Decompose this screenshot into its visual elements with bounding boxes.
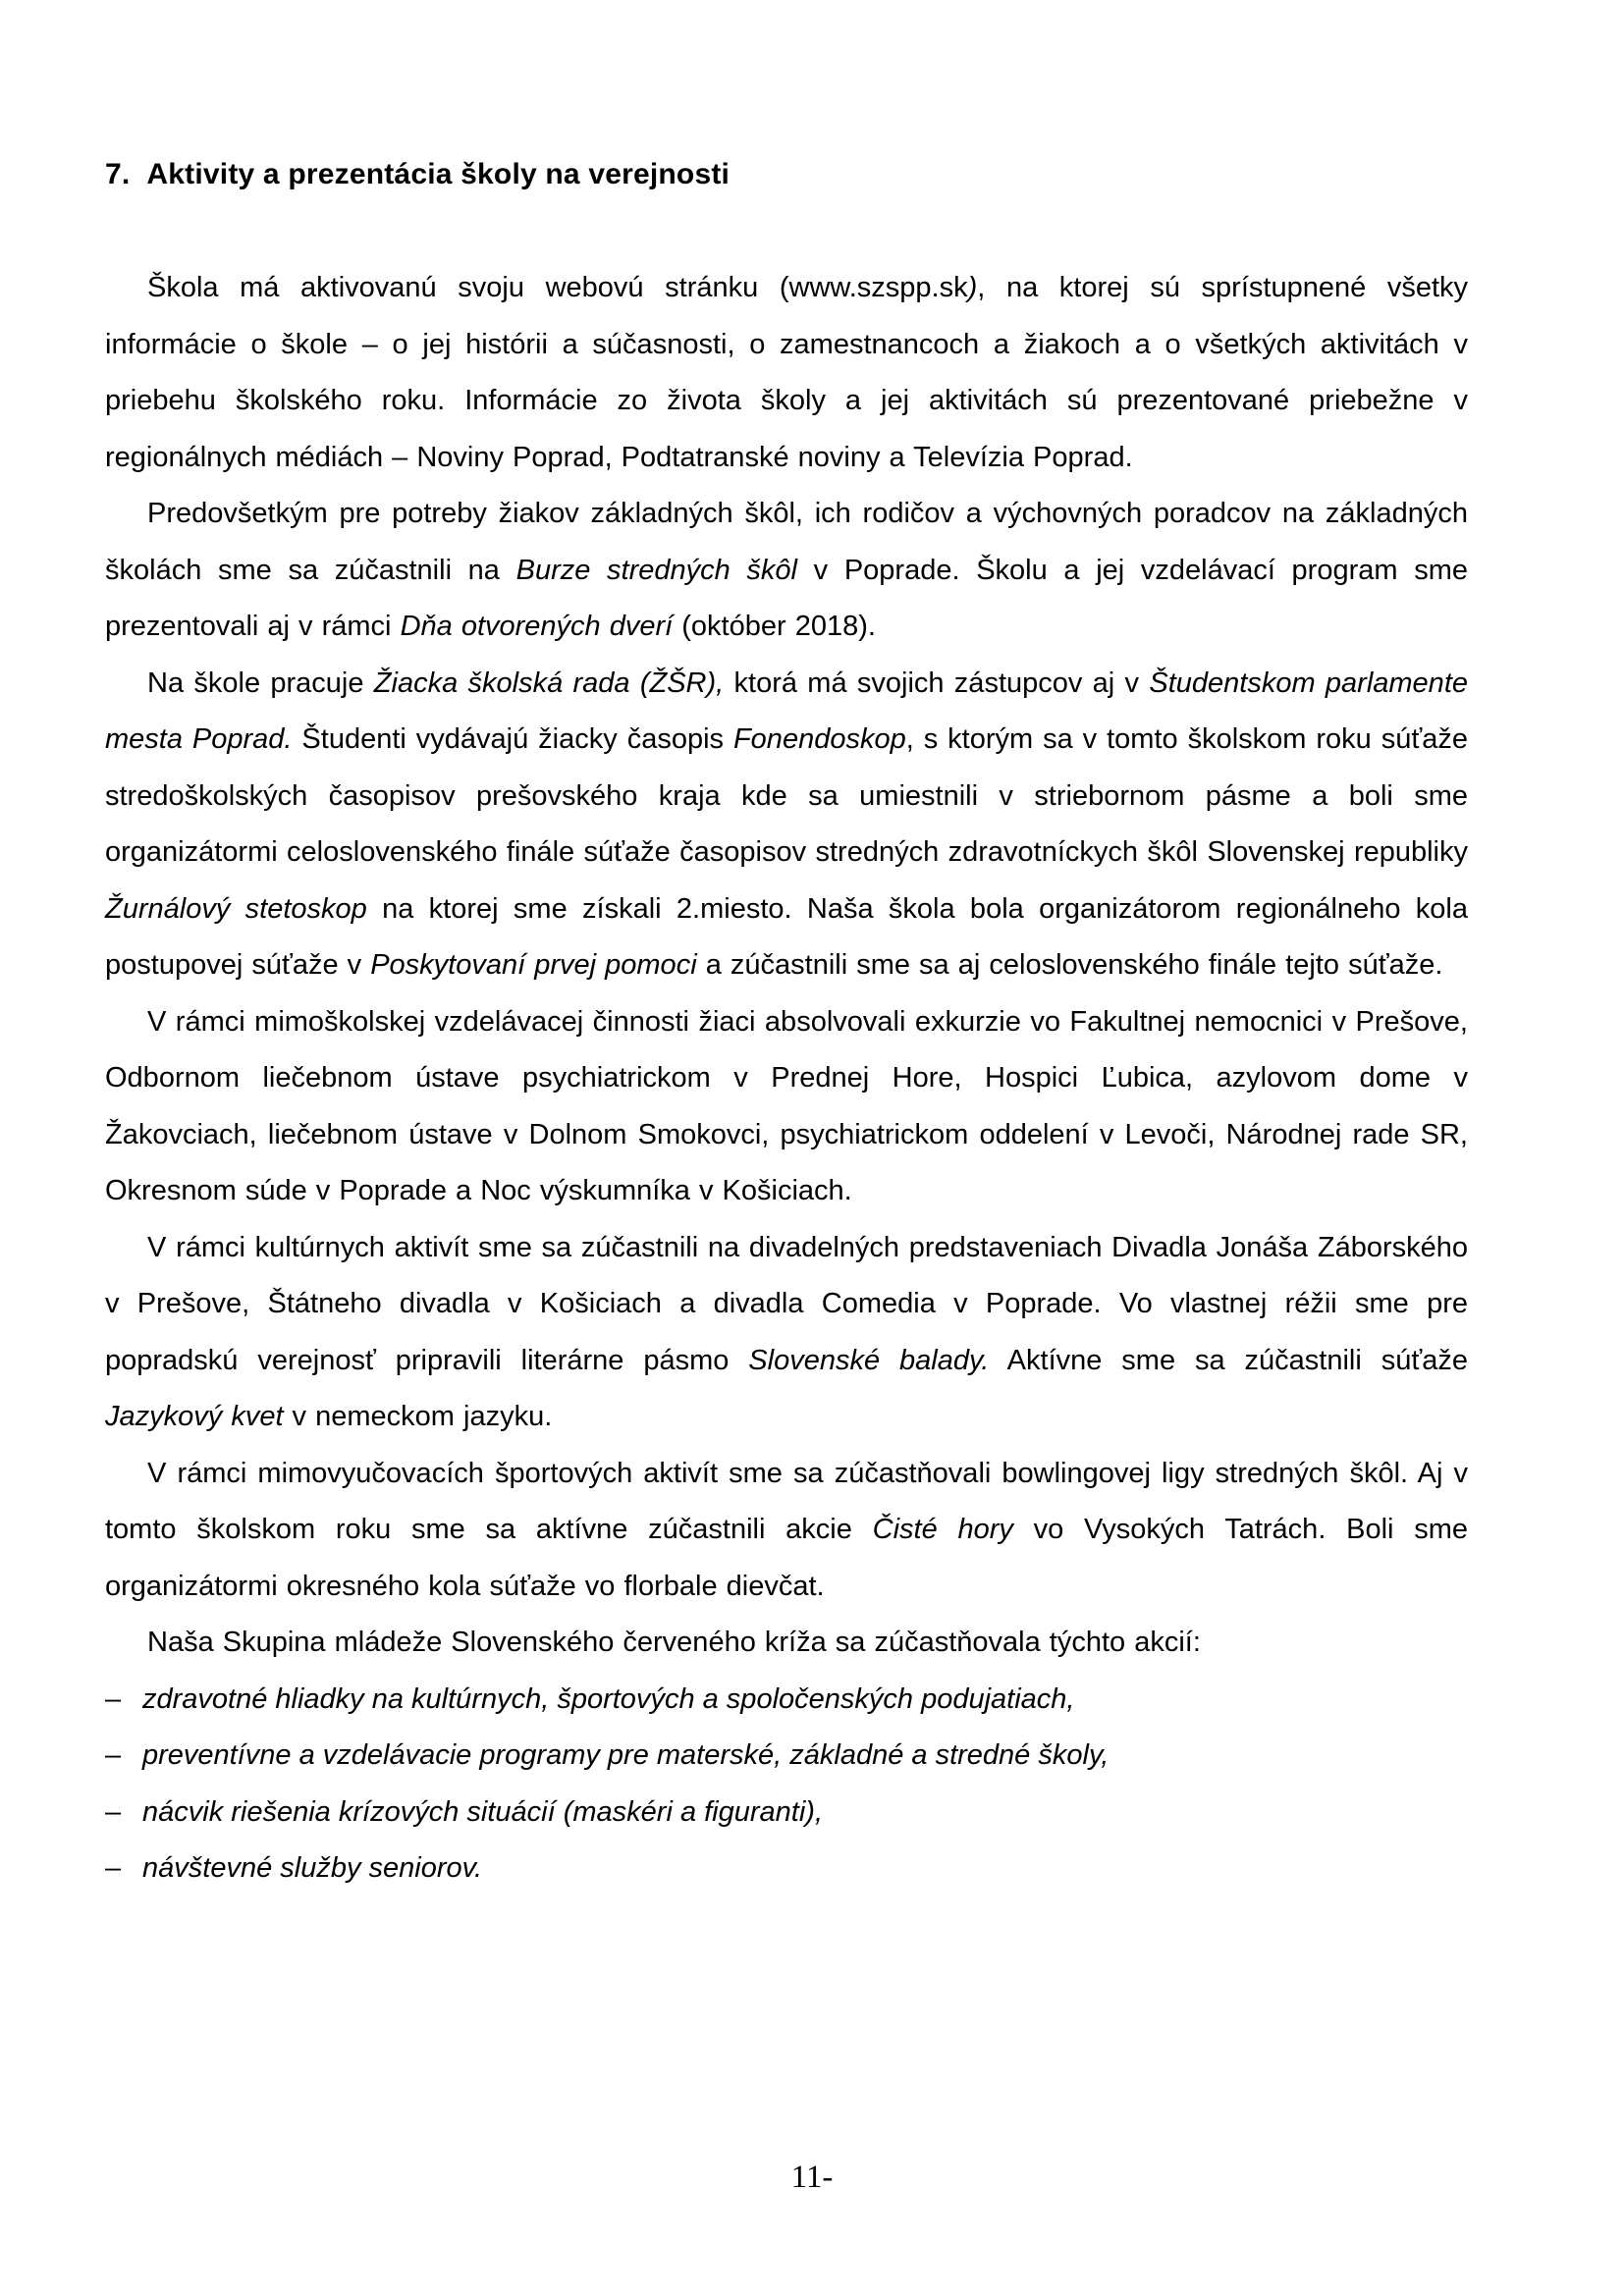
text-segment: (október 2018). — [673, 611, 876, 642]
bullet-dash-icon: – — [105, 1852, 122, 1884]
section-title: Aktivity a prezentácia školy na verejnosti — [146, 158, 731, 190]
bullet-dash-icon: – — [105, 1795, 122, 1828]
text-segment: Študentskom parlamente mesta Poprad. — [105, 667, 1468, 755]
paragraph — [105, 486, 1468, 656]
text-segment: V rámci kultúrnych aktivít sme sa zúčastnili na divadelných predstaveniach Divadla Jonáša Záborského v Prešove, Štátneho divadla v Košiciach a divadla Comedia v Poprade. Vo vlastnej réžii sme pre popradskú verejnosť pripravili literárne pásmo — [105, 1231, 1468, 1376]
text-segment: Naša Skupina mládeže Slovenského červeného kríža sa zúčastňovala týchto akcií: — [147, 1627, 1201, 1658]
list-item — [105, 1672, 1468, 1729]
text-segment: ktorá má svojich zástupcov aj v — [724, 667, 1150, 699]
text-segment: Fonendoskop — [732, 723, 906, 755]
text-segment: v nemeckom jazyku. — [283, 1401, 553, 1432]
text-segment: Škola má aktivovanú svoju webovú stránku (www.szspp.sk — [147, 272, 968, 303]
bullet-text — [142, 1841, 482, 1897]
text-segment: V rámci mimoškolskej vzdelávacej činnosti žiaci absolvovali exkurzie vo Fakultnej nemocnici v Prešove, Odbornom liečebnom ústave psychiatrickom v Prednej Hore, Hospici Ľubica, azylovom dome v Žakovciach, liečebnom ústave v Dolnom Smokovci, psychiatrickom oddelení v Levoči, Národnej rade SR, Okresnom súde v Poprade a Noc výskumníka v Košiciach. — [105, 1005, 1468, 1206]
section-heading — [105, 146, 1468, 203]
section-number: 7. — [105, 158, 131, 190]
text-segment: Slovenské balady. — [748, 1344, 990, 1376]
bullet-dash-icon: – — [105, 1682, 122, 1715]
paragraph — [105, 656, 1468, 994]
paragraph — [105, 1446, 1468, 1616]
text-segment: Jazykový kvet — [105, 1401, 284, 1432]
text-segment: , na ktorej sú sprístupnené všetky informácie o škole – o jej histórii a súčasnosti, o zamestnancoch a žiakoch a o všetkých aktivitách v priebehu školského roku. Informácie zo života školy a jej aktivitách sú prezentované priebežne v regionálnych médiách – Noviny Poprad, Podtatranské noviny a Televízia Poprad. — [105, 272, 1469, 473]
document-body — [105, 260, 1468, 1897]
text-segment: ) — [967, 272, 978, 303]
page-number: 11- — [790, 2160, 834, 2195]
paragraph — [105, 1220, 1468, 1446]
text-segment: Žiacka školská rada (ŽŠR), — [373, 667, 725, 699]
list-item — [105, 1728, 1468, 1785]
list-item — [105, 1785, 1468, 1842]
text-segment: Burze stredných škôl — [515, 554, 797, 586]
bullet-text — [142, 1728, 1109, 1785]
text-segment: Čisté hory — [872, 1514, 1013, 1545]
paragraph — [105, 1615, 1468, 1672]
text-segment: Dňa otvorených dverí — [400, 611, 674, 642]
text-segment: Poskytovaní prvej pomoci — [370, 949, 697, 981]
page-footer — [0, 2158, 1624, 2197]
paragraph — [105, 260, 1468, 486]
text-segment: návštevné služby seniorov. — [142, 1852, 483, 1884]
text-segment: na ktorej sme získali 2.miesto. Naša škola bola organizátorom regionálneho kola postupovej súťaže v — [105, 892, 1468, 981]
text-segment: , s ktorým sa v tomto školskom roku súťaže stredoškolských časopisov prešovského kraja kde sa umiestnili v striebornom pásme a boli sme organizátormi celoslovenského finále súťaže časopisov stredných zdravotníckych škôl Slovenskej republiky — [105, 723, 1468, 868]
text-segment: Na škole pracuje — [147, 667, 374, 699]
text-segment: preventívne a vzdelávacie programy pre materské, základné a stredné školy, — [142, 1739, 1110, 1771]
text-segment: Aktívne sme sa zúčastnili súťaže — [989, 1344, 1468, 1376]
bullet-dash-icon: – — [105, 1739, 122, 1771]
text-segment: a zúčastnili sme sa aj celoslovenského finále tejto súťaže. — [696, 949, 1443, 981]
list-item — [105, 1841, 1468, 1897]
text-segment: Predovšetkým pre potreby žiakov základných škôl, ich rodičov a výchovných poradcov na základných školách sme sa zúčastnili na — [105, 498, 1468, 586]
text-segment: zdravotné hliadky na kultúrnych, športových a spoločenských podujatiach, — [142, 1682, 1075, 1715]
text-segment: nácvik riešenia krízových situácií (maskéri a figuranti), — [142, 1795, 824, 1828]
text-segment: V rámci mimovyučovacích športových aktivít sme sa zúčastňovali bowlingovej ligy stredných škôl. Aj v tomto školskom roku sme sa aktívne zúčastnili akcie — [105, 1457, 1468, 1545]
text-segment: vo Vysokých Tatrách. Boli sme organizátormi okresného kola súťaže vo florbale dievčat. — [105, 1514, 1468, 1602]
paragraph — [105, 994, 1468, 1220]
text-segment: Žurnálový stetoskop — [105, 892, 367, 925]
text-segment: v Poprade. Školu a jej vzdelávací program sme prezentovali aj v rámci — [105, 554, 1468, 642]
text-segment: Študenti vydávajú žiacky časopis — [292, 723, 733, 755]
bullet-text — [142, 1785, 823, 1842]
bullet-text — [142, 1672, 1074, 1729]
